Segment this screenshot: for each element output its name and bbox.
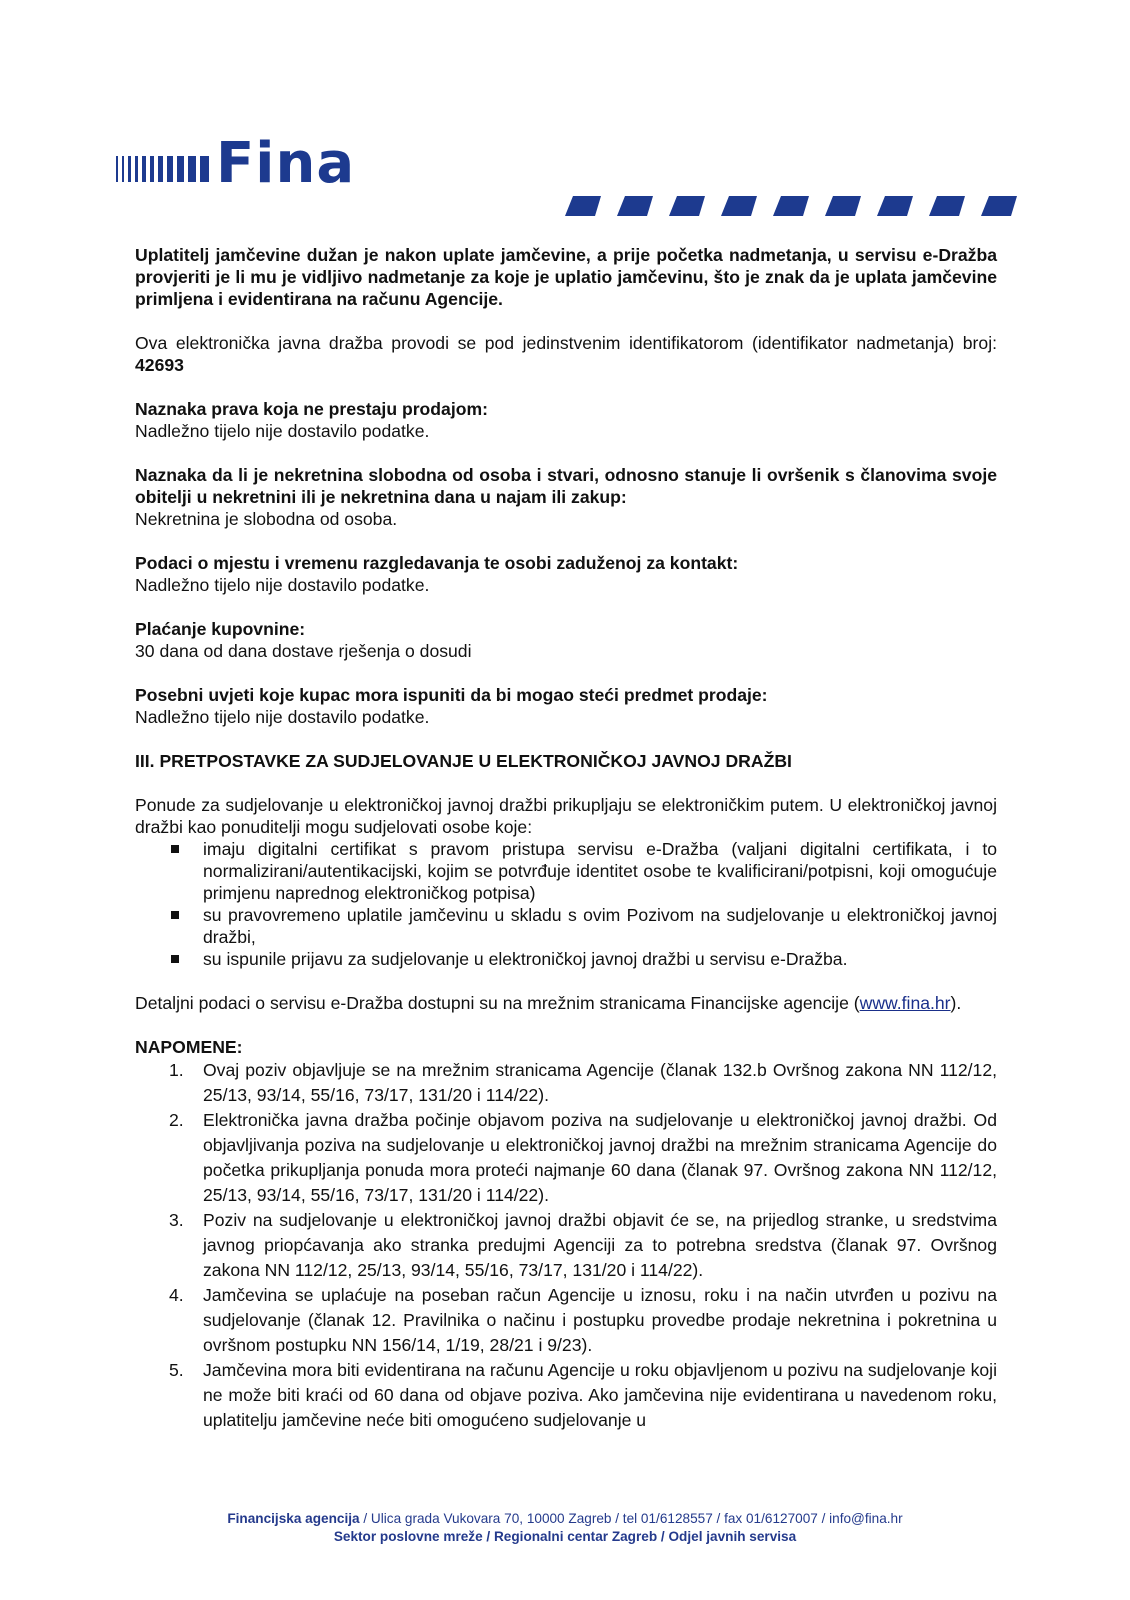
identifier-paragraph (135, 332, 997, 376)
identifier-number: 42693 (135, 355, 184, 375)
bullet-square-icon (171, 845, 179, 853)
notes-list (135, 1058, 997, 1433)
list-item: 2. Elektronička javna dražba počinje objavom poziva na sudjelovanje u elektroničkoj javnoj dražbi. Od objavljivanja poziva na sudjelovanje u elektroničkoj javnoj dražbi na mrežnim stranicama Agencije do početka prikupljanja ponuda mora proteći najmanje 60 dana (članak 97. Ovršnog zakona NN 112/12, 25/13, 93/14, 55/16, 73/17, 131/20 i 114/22). (169, 1110, 997, 1205)
list-item: imaju digitalni certifikat s pravom pristupa servisu e-Dražba (valjani digitalni certifikata, i to normalizirani/autentikacijski, kojim se potvrđuje identitet osobe te kvalificirani/potpisni, koji omogućuje primjenu naprednog elektroničkog potpisa) (135, 838, 997, 904)
section-3-heading: III. PRETPOSTAVKE ZA SUDJELOVANJE U ELEKTRONIČKOJ JAVNOJ DRAŽBI (135, 751, 792, 771)
viewing-text: Nadležno tijelo nije dostavilo podatke. (135, 575, 430, 595)
payment-heading: Plaćanje kupovnine: (135, 619, 306, 639)
bullet-square-icon (171, 955, 179, 963)
footer-department-line: Sektor poslovne mreže / Regionalni centar Zagreb / Odjel javnih servisa (333, 1529, 797, 1544)
identifier-text: Ova elektronička javna dražba provodi se pod jedinstvenim identifikatorom (identifikator nadmetanja) broj: (135, 333, 997, 353)
payment-verification-paragraph: Uplatitelj jamčevine dužan je nakon uplate jamčevine, a prije početka nadmetanja, u servisu e-Dražba provjeriti je li mu je vidljivo nadmetanje za koje je uplatio jamčevinu, što je znak da je uplata jamčevine primljena i evidentirana na računu Agencije. (135, 245, 997, 309)
details-paragraph: Detaljni podaci o servisu e-Dražba dostupni su na mrežnim stranicama Financijske agencije (www.fina.hr). (135, 993, 962, 1013)
fina-logo-mark (116, 136, 361, 188)
fina-website-link[interactable]: www.fina.hr (859, 993, 951, 1013)
list-item: su pravovremeno uplatile jamčevinu u skladu s ovim Pozivom na sudjelovanje u elektroničkoj javnoj dražbi, (135, 904, 997, 948)
page-footer (0, 1510, 1130, 1546)
fina-logo (116, 136, 361, 188)
rights-text: Nadležno tijelo nije dostavilo podatke. (135, 421, 430, 441)
list-item: 3. Poziv na sudjelovanje u elektroničkoj javnoj dražbi objavit će se, na prijedlog stranke, u sredstvima javnog priopćavanja ako stranka predujmi Agenciji za to potrebna sredstva (članak 97. Ovršnog zakona NN 112/12, 25/13, 93/14, 55/16, 73/17, 131/20 i 114/22). (169, 1210, 997, 1280)
footer-address-line: Financijska agencija / Ulica grada Vukovara 70, 10000 Zagreb / tel 01/6128557 / fax 01/6127007 / info@fina.hr (227, 1511, 903, 1526)
list-item: su ispunile prijavu za sudjelovanje u elektroničkoj javnoj dražbi u servisu e-Dražba. (135, 948, 997, 970)
payment-text: 30 dana od dana dostave rješenja o dosudi (135, 641, 472, 661)
list-item: 4. Jamčevina se uplaćuje na poseban račun Agencije u iznosu, roku i na način utvrđen u pozivu na sudjelovanje (članak 12. Pravilnika o načinu i postupku provedbe prodaje nekretnina i pokretnina u ovršnom postupku NN 156/14, 1/19, 28/21 i 9/23). (169, 1285, 997, 1355)
section-3-intro: Ponude za sudjelovanje u elektroničkoj javnoj dražbi prikupljaju se elektroničkim putem. U elektroničkoj javnoj dražbi kao ponuditelji mogu sudjelovati osobe koje: (135, 795, 997, 837)
decorative-stripes (565, 196, 1030, 216)
requirements-list (135, 838, 997, 970)
document-body (135, 244, 997, 1433)
svg-text:Fina: Fina (216, 136, 356, 188)
occupancy-heading: Naznaka da li je nekretnina slobodna od osoba i stvari, odnosno stanuje li ovršenik s članovima svoje obitelji u nekretnini ili je nekretnina dana u najam ili zakup: (135, 465, 997, 507)
conditions-heading: Posebni uvjeti koje kupac mora ispuniti da bi mogao steći predmet prodaje: (135, 685, 768, 705)
list-item: 1. Ovaj poziv objavljuje se na mrežnim stranicama Agencije (članak 132.b Ovršnog zakona NN 112/12, 25/13, 93/14, 55/16, 73/17, 131/20 i 114/22). (169, 1060, 997, 1105)
bullet-square-icon (171, 911, 179, 919)
occupancy-text: Nekretnina je slobodna od osoba. (135, 509, 398, 529)
footer-org: Financijska agencija (227, 1511, 360, 1526)
notes-heading: NAPOMENE: (135, 1037, 243, 1057)
list-item: 5. Jamčevina mora biti evidentirana na računu Agencije u roku objavljenom u pozivu na sudjelovanje koji ne može biti kraći od 60 dana od objave poziva. Ako jamčevina nije evidentirana u navedenom roku, uplatitelju jamčevine neće biti omogućeno sudjelovanje u (169, 1360, 997, 1430)
conditions-text: Nadležno tijelo nije dostavilo podatke. (135, 707, 430, 727)
viewing-heading: Podaci o mjestu i vremenu razgledavanja te osobi zaduženoj za kontakt: (135, 553, 739, 573)
rights-heading: Naznaka prava koja ne prestaju prodajom: (135, 399, 488, 419)
